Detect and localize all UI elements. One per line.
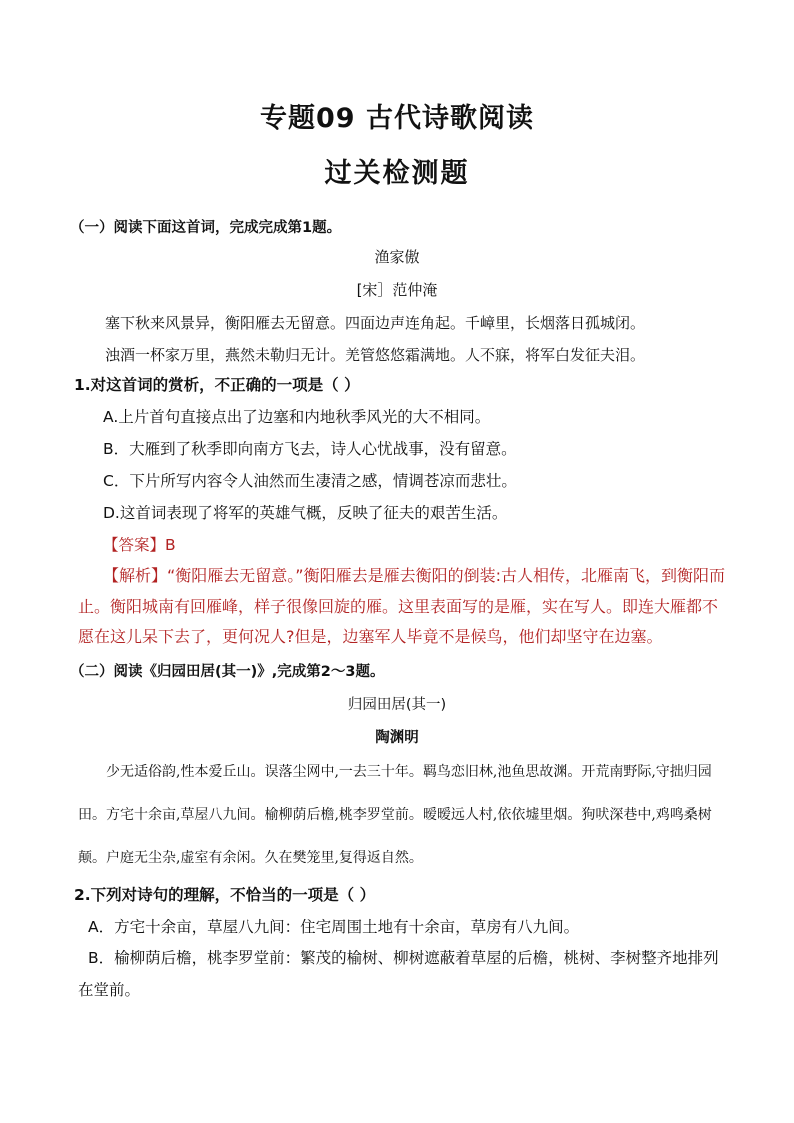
poem1-line1: 塞下秋来风景异，衡阳雁去无留意。四面边声连角起。千嶂里，长烟落日孤城闭。 <box>105 314 646 332</box>
poem2-text: 少无适俗韵,性本爱丘山。误落尘网中,一去三十年。羁鸟恋旧林,池鱼思故渊。开荒南野际,守拙归园田。方宅十余亩,草屋八九间。榆柳荫后檐,桃李罗堂前。暧暧远人村,依依墟里烟。狗吠深巷中,鸡鸣桑树颠。户庭无尘杂,虚室有余闲。久在樊笼里,复得返自然。 <box>78 764 712 866</box>
poem1-line2: 浊酒一杯家万里，燕然未勒归无计。羌管悠悠霜满地。人不寐，将军白发征夫泪。 <box>105 346 646 364</box>
question1-option-c: C．下片所写内容令人油然而生凄清之感，情调苍凉而悲壮。 <box>103 472 517 490</box>
answer-line <box>103 533 176 555</box>
poem1-author: [宋］范仲淹 <box>356 281 438 299</box>
poem2-author: 陶渊明 <box>375 730 419 746</box>
answer-value: B <box>165 536 176 554</box>
page-title: 专题09 古代诗歌阅读 <box>260 103 534 134</box>
question1-option-b: B．大雁到了秋季即向南方飞去，诗人心忧战事，没有留意。 <box>103 440 517 458</box>
answer-label: 【答案】 <box>103 536 166 554</box>
page-subtitle: 过关检测题 <box>324 158 470 189</box>
question2-stem: 2.下列对诗句的理解，不恰当的一项是（ ） <box>74 886 376 904</box>
question1-option-d: D.这首词表现了将军的英雄气概，反映了征夫的艰苦生活。 <box>103 504 508 522</box>
poem2-title: 归园田居(其一) <box>347 697 447 713</box>
section2-header: （二）阅读《归园田居(其一)》,完成第2～3题。 <box>70 664 385 680</box>
question2-option-b: B．榆柳荫后檐，桃李罗堂前：繁茂的榆树、柳树遮蔽着草屋的后檐，桃树、李树整齐地排列在堂前。 <box>78 949 719 999</box>
answer-analysis: 【解析】“衡阳雁去无留意。”衡阳雁去是雁去衡阳的倒装:古人相传，北雁南飞，到衡阳而止。衡阳城南有回雁峰，样子很像回旋的雁。这里表面写的是雁，实在写人。即连大雁都不愿在这儿呆下去了，更何况人?但是，边塞军人毕竟不是候鸟，他们却坚守在边塞。 <box>78 566 725 646</box>
question1-option-a: A.上片首句直接点出了边塞和内地秋季风光的大不相同。 <box>103 408 491 426</box>
poem1-title: 渔家傲 <box>374 248 420 266</box>
question1-stem: 1.对这首词的赏析，不正确的一项是（ ） <box>74 376 360 394</box>
section1-header: （一）阅读下面这首词，完成完成第1题。 <box>70 220 342 236</box>
question2-option-a: A．方宅十余亩，草屋八九间：住宅周围土地有十余亩，草房有八九间。 <box>88 918 580 936</box>
